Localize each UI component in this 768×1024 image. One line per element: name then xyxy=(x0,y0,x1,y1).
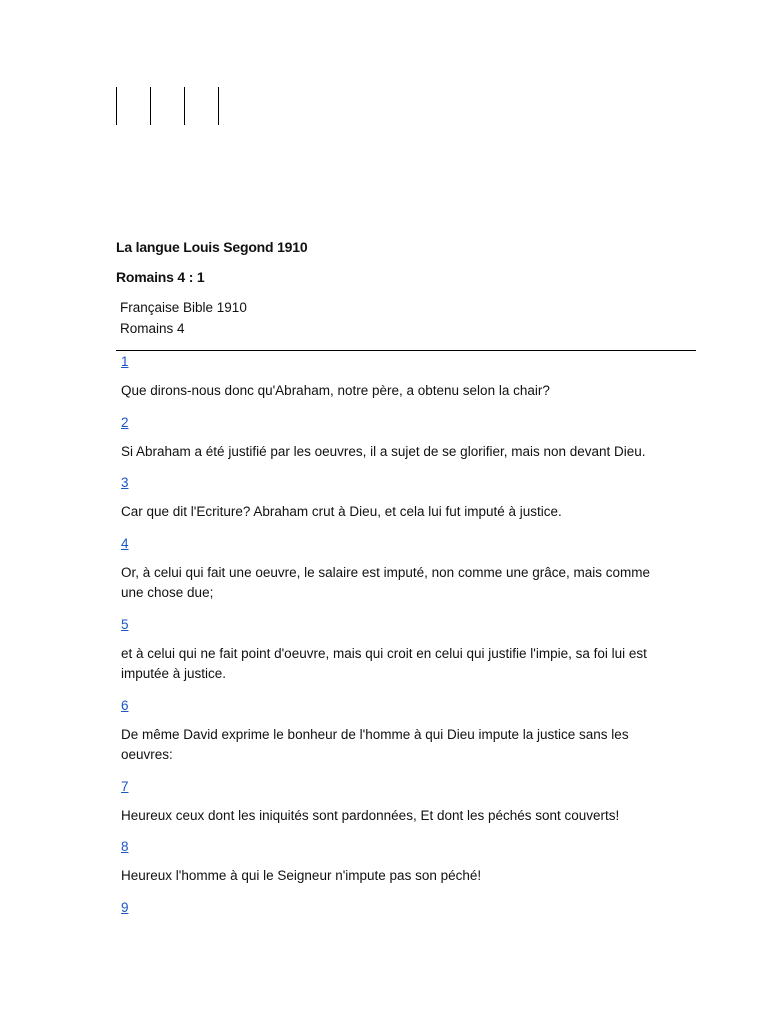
verse-number-link[interactable]: 3 xyxy=(121,475,129,490)
verse-item xyxy=(121,776,661,827)
verse-number-link[interactable]: 5 xyxy=(121,616,129,632)
vertical-bar-marks xyxy=(116,87,226,125)
verse-number-link[interactable]: 2 xyxy=(121,414,129,430)
verse-number-link[interactable]: 4 xyxy=(121,535,129,551)
verse-text: Heureux l'homme à qui le Seigneur n'impute pas son péché! xyxy=(121,868,482,883)
bible-name: Française Bible 1910 xyxy=(120,300,247,315)
verse-text: et à celui qui ne fait point d'oeuvre, mais qui croit en celui qui justifie l'impie, sa foi lui est imputée à justice. xyxy=(121,645,647,681)
verse-number-link[interactable]: 7 xyxy=(121,778,129,794)
verse-text: Heureux ceux dont les iniquités sont pardonnées, Et dont les péchés sont couverts! xyxy=(121,807,620,823)
vertical-bar xyxy=(116,87,117,125)
vertical-bar xyxy=(218,87,219,125)
chapter-name: Romains 4 xyxy=(120,321,185,336)
verse-number-link[interactable]: 6 xyxy=(121,697,129,713)
verse-text: Car que dit l'Ecriture? Abraham crut à Dieu, et cela lui fut imputé à justice. xyxy=(121,504,562,519)
verse-text: Si Abraham a été justifié par les oeuvres, il a sujet de se glorifier, mais non devant Dieu. xyxy=(121,443,646,459)
language-title: La langue Louis Segond 1910 xyxy=(116,239,308,255)
verse-item xyxy=(121,614,661,685)
verse-text: Que dirons-nous donc qu'Abraham, notre père, a obtenu selon la chair? xyxy=(121,383,550,398)
verse-item xyxy=(121,695,661,766)
verse-reference: Romains 4 : 1 xyxy=(116,269,205,285)
verse-item xyxy=(121,836,661,887)
verse-list xyxy=(121,351,661,928)
verse-text: De même David exprime le bonheur de l'homme à qui Dieu impute la justice sans les oeuvres: xyxy=(121,726,629,762)
verse-number-link[interactable]: 8 xyxy=(121,839,129,854)
vertical-bar xyxy=(184,87,185,125)
verse-number-link[interactable]: 9 xyxy=(121,899,129,915)
verse-item xyxy=(121,897,661,918)
verse-item xyxy=(121,412,661,463)
verse-number-link[interactable]: 1 xyxy=(121,354,129,369)
verse-item xyxy=(121,533,661,604)
verse-item xyxy=(121,351,661,402)
vertical-bar xyxy=(150,87,151,125)
verse-item xyxy=(121,472,661,523)
verse-text: Or, à celui qui fait une oeuvre, le salaire est imputé, non comme une grâce, mais comme une chose due; xyxy=(121,564,651,600)
